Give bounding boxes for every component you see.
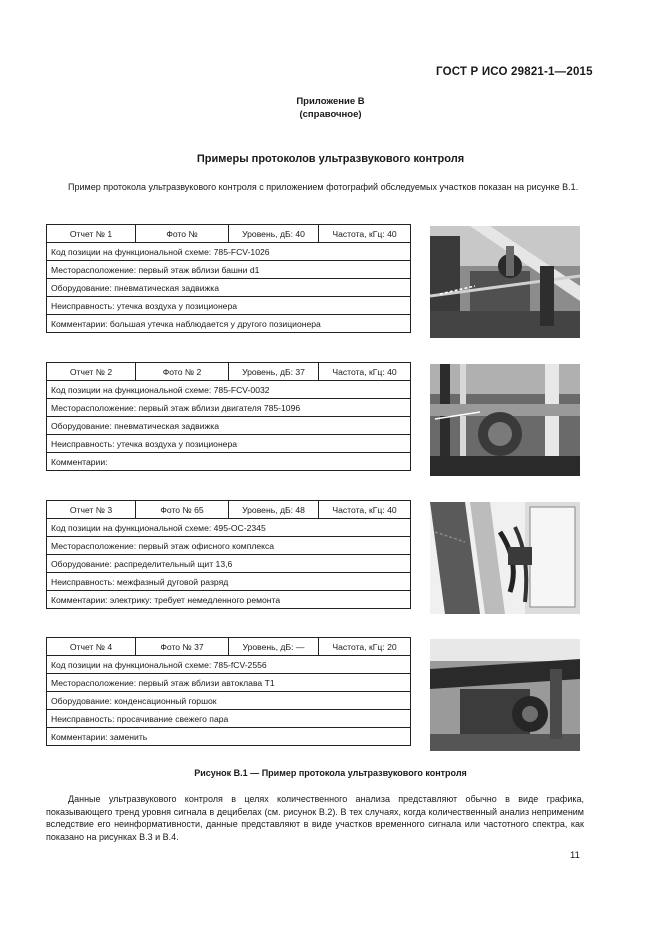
equipment: Оборудование: пневматическая задвижка — [47, 279, 411, 297]
photo-number: Фото № 65 — [136, 501, 229, 519]
valve-actuator-photo — [430, 364, 580, 476]
comments: Комментарии: заменить — [47, 728, 411, 746]
frequency-khz: Частота, кГц: 40 — [319, 363, 411, 381]
position-code: Код позиции на функциональной схеме: 785-fCV-2556 — [47, 656, 411, 674]
pneumatic-valve-photo — [430, 226, 580, 338]
switchboard-photo — [430, 502, 580, 614]
level-db: Уровень, дБ: 37 — [229, 363, 319, 381]
frequency-khz: Частота, кГц: 20 — [319, 638, 411, 656]
level-db: Уровень, дБ: — — [229, 638, 319, 656]
position-code: Код позиции на функциональной схеме: 495-ОС-2345 — [47, 519, 411, 537]
level-db: Уровень, дБ: 40 — [229, 225, 319, 243]
fault: Неисправность: межфазный дуговой разряд — [47, 573, 411, 591]
position-code: Код позиции на функциональной схеме: 785-FCV-0032 — [47, 381, 411, 399]
location: Месторасположение: первый этаж офисного комплекса — [47, 537, 411, 555]
body-paragraph — [46, 793, 584, 843]
equipment: Оборудование: пневматическая задвижка — [47, 417, 411, 435]
frequency-khz: Частота, кГц: 40 — [319, 501, 411, 519]
comments: Комментарии: — [47, 453, 411, 471]
frequency-khz: Частота, кГц: 40 — [319, 225, 411, 243]
report-number: Отчет № 2 — [47, 363, 136, 381]
annex-subtitle: (справочное) — [299, 109, 362, 120]
section-heading: Примеры протоколов ультразвукового контроля — [196, 153, 465, 165]
photo-number: Фото № — [136, 225, 229, 243]
steam-trap-photo — [430, 639, 580, 751]
figure-caption — [0, 768, 661, 778]
report-table — [46, 224, 411, 333]
caption-text: Пример протокола ультразвукового контроля — [261, 768, 467, 778]
fault: Неисправность: просачивание свежего пара — [47, 710, 411, 728]
standard-designation: ГОСТ Р ИСО 29821-1—2015 — [436, 66, 593, 78]
location: Месторасположение: первый этаж вблизи двигателя 785-1096 — [47, 399, 411, 417]
fault: Неисправность: утечка воздуха у позиционера — [47, 297, 411, 315]
intro-text: Пример протокола ультразвукового контроля с приложением фотографий обследуемых участков показан на рисунке В.1. — [68, 182, 579, 192]
comments: Комментарии: электрику: требует немедленного ремонта — [47, 591, 411, 609]
comments: Комментарии: большая утечка наблюдается у другого позиционера — [47, 315, 411, 333]
location: Месторасположение: первый этаж вблизи башни d1 — [47, 261, 411, 279]
equipment: Оборудование: конденсационный горшок — [47, 692, 411, 710]
report-table — [46, 500, 411, 609]
report-number: Отчет № 4 — [47, 638, 136, 656]
intro-paragraph — [46, 181, 584, 194]
report-table — [46, 637, 411, 746]
photo-number: Фото № 37 — [136, 638, 229, 656]
report-number: Отчет № 1 — [47, 225, 136, 243]
annex-title: Приложение В — [296, 96, 365, 107]
fault: Неисправность: утечка воздуха у позиционера — [47, 435, 411, 453]
page-number: 11 — [570, 850, 580, 861]
level-db: Уровень, дБ: 48 — [229, 501, 319, 519]
photo-number: Фото № 2 — [136, 363, 229, 381]
report-table — [46, 362, 411, 471]
equipment: Оборудование: распределительный щит 13,6 — [47, 555, 411, 573]
body-text: Данные ультразвукового контроля в целях количественного анализа представляют обычно в виде графика, показывающего тренд уровня сигнала в децибелах (см. рисунок В.2). В тех случаях, когда количественный анализ неприменим вследствие его неинформативности, данные представляют в виде участков временного сигнала или частотного спектра, как показано на рисунках В.3 и В.4. — [46, 794, 584, 842]
caption-label: Рисунок В.1 — — [194, 768, 260, 778]
report-number: Отчет № 3 — [47, 501, 136, 519]
position-code: Код позиции на функциональной схеме: 785-FCV-1026 — [47, 243, 411, 261]
location: Месторасположение: первый этаж вблизи автоклава Т1 — [47, 674, 411, 692]
